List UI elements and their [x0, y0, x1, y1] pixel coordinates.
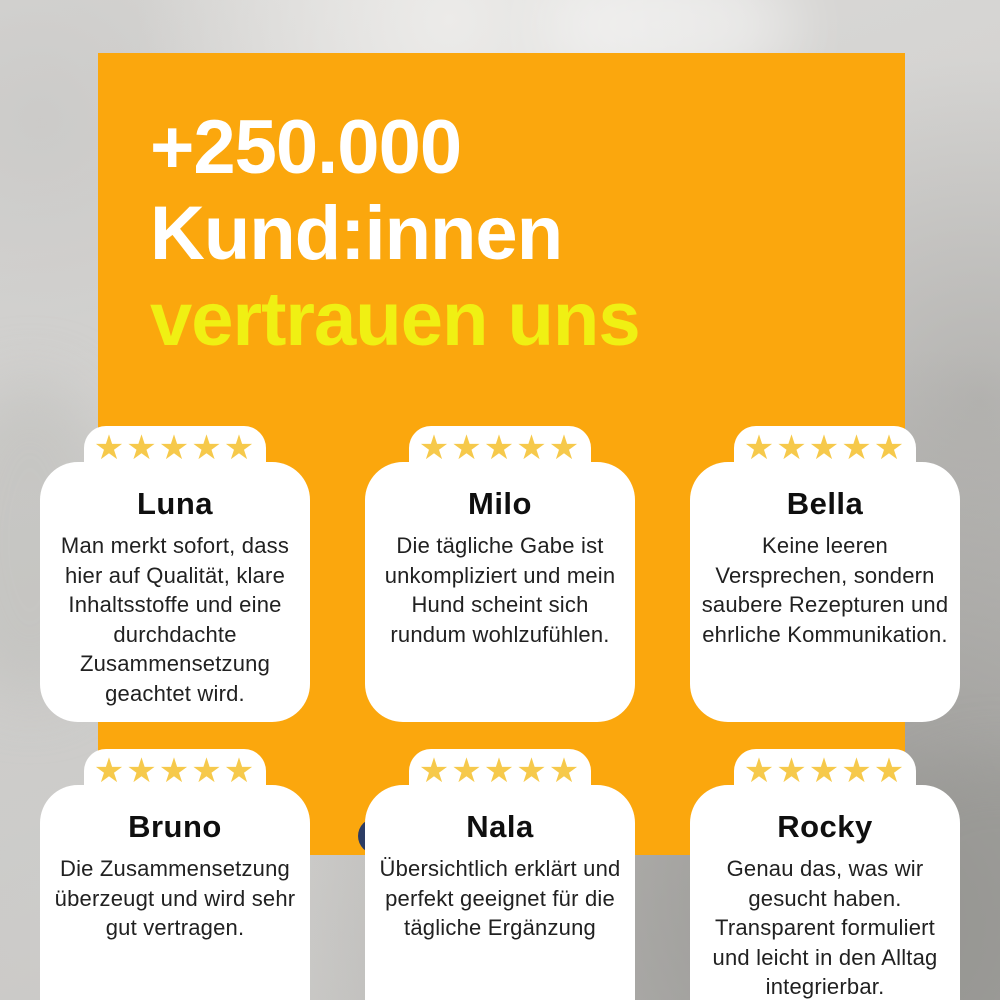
testimonial-card-rocky — [690, 752, 960, 1000]
reviewer-name: Bella — [786, 486, 864, 521]
rating-badge — [409, 426, 591, 486]
reviewer-name: Milo — [468, 486, 532, 521]
five-star-icon: ★★★★★ — [743, 429, 907, 467]
five-star-icon: ★★★★★ — [93, 752, 257, 790]
rating-badge — [734, 749, 916, 809]
hero-heading — [150, 105, 640, 363]
reviewer-name: Luna — [136, 486, 214, 521]
five-star-icon: ★★★★★ — [418, 752, 582, 790]
testimonial-card-milo — [365, 429, 635, 722]
hero-line-customers: Kund:innen — [150, 191, 563, 276]
rating-badge — [84, 749, 266, 809]
testimonial-card-nala — [365, 752, 635, 1000]
reviewer-name: Bruno — [128, 809, 222, 844]
review-text: Die Zusammensetzung überzeugt und wird sehr gut vertragen. — [54, 856, 296, 940]
five-star-icon: ★★★★★ — [93, 429, 257, 467]
rating-badge — [84, 426, 266, 486]
review-text: Man merkt sofort, dass hier auf Qualität, klare Inhaltsstoffe und eine durchdachte Zusammensetzung geachtet wird. — [60, 533, 290, 706]
reviewer-name: Rocky — [777, 809, 873, 844]
review-text: Übersichtlich erklärt und perfekt geeignet für die tägliche Ergänzung — [379, 856, 621, 940]
rating-badge — [734, 426, 916, 486]
five-star-icon: ★★★★★ — [743, 752, 907, 790]
review-text: Keine leeren Versprechen, sondern saubere Rezepturen und ehrliche Kommunikation. — [701, 533, 949, 647]
testimonial-card-bella — [690, 429, 960, 722]
review-text: Die tägliche Gabe ist unkompliziert und mein Hund scheint sich rundum wohlzufühlen. — [384, 533, 616, 647]
testimonial-card-luna — [40, 429, 310, 722]
hero-line-count: +250.000 — [150, 105, 462, 190]
rating-badge — [409, 749, 591, 809]
hero-line-trust: vertrauen uns — [150, 277, 640, 362]
reviewer-name: Nala — [466, 809, 534, 844]
testimonial-card-bruno — [40, 752, 310, 1000]
five-star-icon: ★★★★★ — [418, 429, 582, 467]
review-text: Genau das, was wir gesucht haben. Transparent formuliert und leicht in den Alltag integrierbar. — [712, 856, 938, 999]
